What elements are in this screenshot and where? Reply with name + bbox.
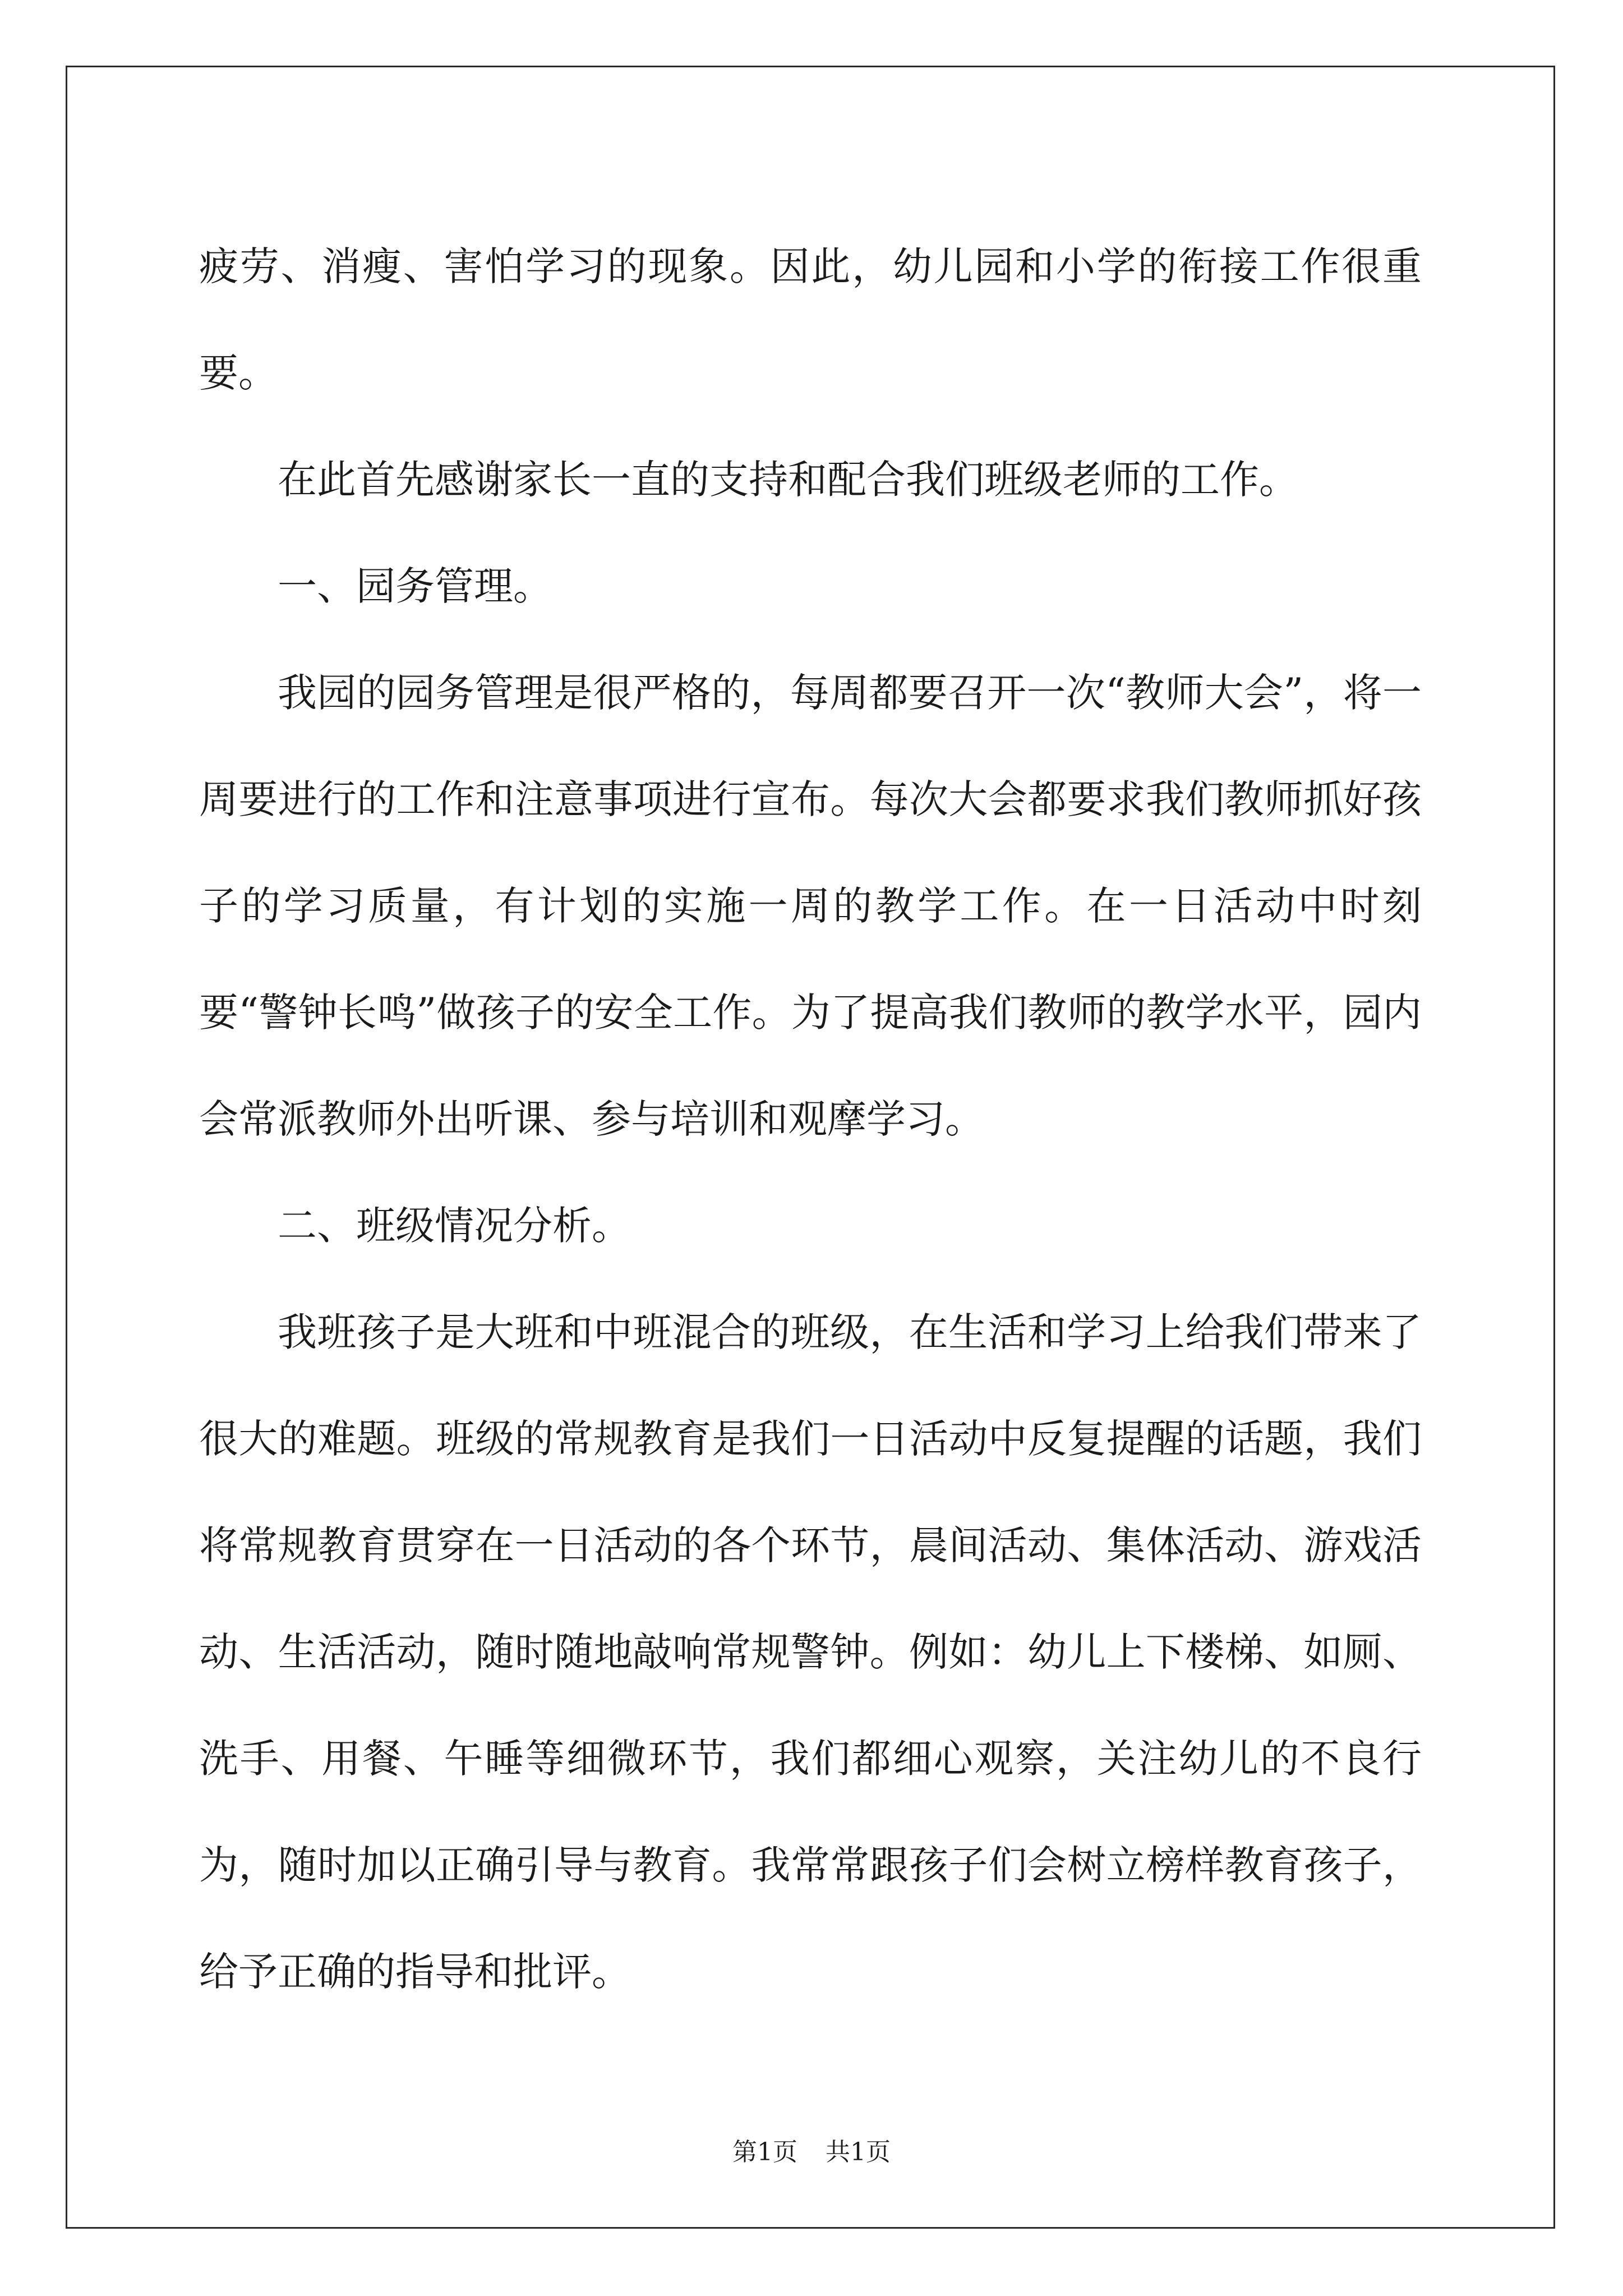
page-number-label: 第1页 [732,2138,797,2166]
paragraph-4: 我班孩子是大班和中班混合的班级，在生活和学习上给我们带来了很大的难题。班级的常规教育是我们一日活动中反复提醒的话题，我们将常规教育贯穿在一日活动的各个环节，晨间活动、集体活动、游戏活动、生活活动，随时随地敲响常规警钟。例如：幼儿上下楼梯、如厕、洗手、用餐、午睡等细微环节，我们都细心观察，关注幼儿的不良行为，随时加以正确引导与教育。我常常跟孩子们会树立榜样教育孩子，给予正确的指导和批评。 [199,1309,1422,1995]
section-heading-1: 一、园务管理。 [278,563,552,609]
paragraph-2: 在此首先感谢家长一直的支持和配合我们班级老师的工作。 [278,457,1298,503]
paragraph-3: 我园的园务管理是很严格的，每周都要召开一次“教师大会”，将一周要进行的工作和注意事项进行宣布。每次大会都要求我们教师抓好孩子的学习质量，有计划的实施一周的教学工作。在一日活动中时刻要“警钟长鸣”做孩子的安全工作。为了提高我们教师的教学水平，园内会常派教师外出听课、参与培训和观摩学习。 [199,670,1422,1142]
section-heading-2: 二、班级情况分析。 [278,1203,631,1249]
document-body [199,213,1422,2025]
page-footer [0,2132,1623,2168]
page-total-label: 共1页 [826,2138,891,2166]
paragraph-1: 疲劳、消瘦、害怕学习的现象。因此，幼儿园和小学的衔接工作很重要。 [199,243,1422,396]
